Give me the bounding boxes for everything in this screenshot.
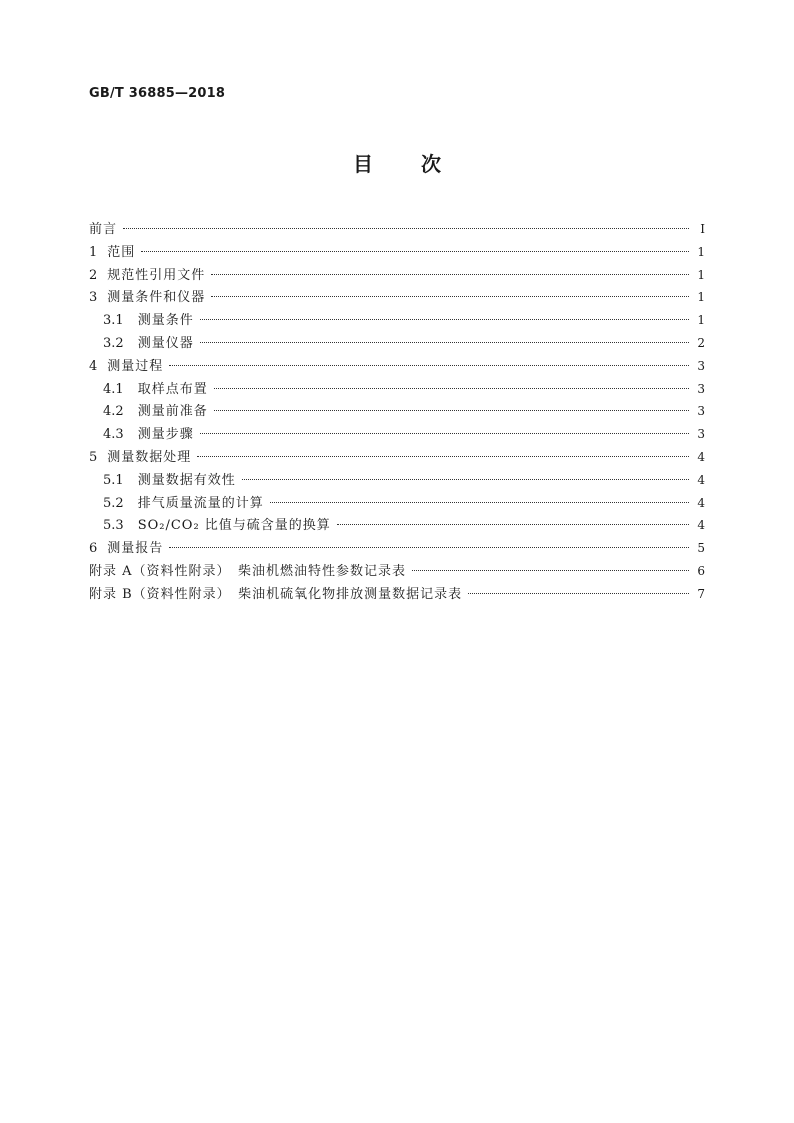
toc-entry-page: 4 xyxy=(697,518,705,533)
toc-entry-3-1[interactable] xyxy=(89,309,705,332)
toc-entry-title: 前言 xyxy=(89,222,118,237)
toc-entry-number: 4.2 xyxy=(103,404,124,420)
toc-leader xyxy=(169,547,689,548)
toc-leader xyxy=(211,274,689,275)
toc-entry-page: 3 xyxy=(697,404,705,419)
toc-entry-5[interactable] xyxy=(89,446,705,469)
title-char-2: 次 xyxy=(421,152,441,176)
toc-entry-page: 1 xyxy=(697,244,705,259)
toc-entry-number: 4.3 xyxy=(103,427,124,443)
toc-leader xyxy=(197,456,689,457)
toc-entry-4-3[interactable] xyxy=(89,423,705,446)
toc-entry-number: 3 xyxy=(89,290,98,306)
toc-entry-4-2[interactable] xyxy=(89,400,705,423)
toc-entry-page: 4 xyxy=(697,449,705,464)
toc-entry-page: 6 xyxy=(697,563,705,578)
toc-leader xyxy=(270,502,689,503)
toc-entry-title: 排气质量流量的计算 xyxy=(137,495,264,511)
toc-entry-5-2[interactable] xyxy=(89,492,705,515)
toc-leader xyxy=(468,593,689,594)
toc-entry-appendix-a[interactable] xyxy=(89,560,705,583)
toc-entry-title: 测量过程 xyxy=(107,358,164,374)
toc-leader xyxy=(200,342,689,343)
toc-entry-page: 1 xyxy=(697,290,705,305)
toc-leader xyxy=(123,228,689,229)
toc-entry-title: 测量步骤 xyxy=(137,427,194,443)
toc-entry-5-1[interactable] xyxy=(89,469,705,492)
toc-entry-title: 测量前准备 xyxy=(137,404,208,420)
toc-entry-page: 4 xyxy=(697,495,705,510)
toc-entry-title: 附录 A（资料性附录） 柴油机燃油特性参数记录表 xyxy=(89,563,407,579)
toc-leader xyxy=(412,570,689,571)
toc-leader xyxy=(337,524,689,525)
toc-entry-4-1[interactable] xyxy=(89,378,705,401)
toc-entry-number: 2 xyxy=(89,267,98,283)
page-title xyxy=(0,150,794,178)
toc-entry-page: 1 xyxy=(697,267,705,282)
title-char-1: 目 xyxy=(353,152,373,176)
toc-entry-title: 范围 xyxy=(107,244,136,260)
toc-entry-title: 附录 B（资料性附录） 柴油机硫氧化物排放测量数据记录表 xyxy=(89,586,463,602)
toc-entry-3[interactable] xyxy=(89,286,705,309)
toc-entry-page: 7 xyxy=(697,586,705,601)
toc-entry-page: 4 xyxy=(697,472,705,487)
toc-entry-6[interactable] xyxy=(89,537,705,560)
toc-entry-title: 测量条件 xyxy=(137,313,194,329)
toc-entry-page: 1 xyxy=(697,313,705,328)
toc-entry-title: 测量数据有效性 xyxy=(137,472,236,488)
toc-entry-page: 5 xyxy=(697,541,705,556)
toc-entry-number: 1 xyxy=(89,244,98,260)
toc-leader xyxy=(211,296,689,297)
toc-entry-number: 3.2 xyxy=(103,335,124,351)
toc-entry-page: 3 xyxy=(697,358,705,373)
toc-entry-title: 取样点布置 xyxy=(137,381,208,397)
toc-entry-4[interactable] xyxy=(89,355,705,378)
toc-entry-number: 5.1 xyxy=(103,472,124,488)
toc-entry-3-2[interactable] xyxy=(89,332,705,355)
toc-entry-number: 5 xyxy=(89,449,98,465)
toc-entry-title: 测量数据处理 xyxy=(107,449,192,465)
toc-entry-page: 3 xyxy=(697,381,705,396)
toc-entry-5-3[interactable] xyxy=(89,514,705,537)
toc-entry-page: 2 xyxy=(697,335,705,350)
toc-entry-number: 6 xyxy=(89,541,98,557)
toc-entry-number: 4.1 xyxy=(103,381,124,397)
toc-leader xyxy=(200,319,689,320)
toc-entry-appendix-b[interactable] xyxy=(89,583,705,606)
toc-entry-2[interactable] xyxy=(89,264,705,287)
toc-leader xyxy=(214,410,689,411)
toc-entry-number: 4 xyxy=(89,358,98,374)
table-of-contents xyxy=(89,218,705,606)
toc-entry-title: 规范性引用文件 xyxy=(107,267,206,283)
toc-entry-number: 3.1 xyxy=(103,313,124,329)
toc-entry-title: SO₂/CO₂ 比值与硫含量的换算 xyxy=(137,518,331,534)
standard-code: GB/T 36885—2018 xyxy=(89,86,226,101)
toc-entry-1[interactable] xyxy=(89,241,705,264)
toc-leader xyxy=(141,251,689,252)
toc-entry-number: 5.3 xyxy=(103,518,124,534)
toc-entry-page: 3 xyxy=(697,427,705,442)
toc-entry-foreword[interactable] xyxy=(89,218,705,241)
toc-leader xyxy=(200,433,689,434)
toc-entry-title: 测量仪器 xyxy=(137,335,194,351)
toc-leader xyxy=(242,479,689,480)
toc-leader xyxy=(214,388,689,389)
toc-entry-title: 测量条件和仪器 xyxy=(107,290,206,306)
toc-entry-page: Ⅰ xyxy=(700,222,705,236)
toc-entry-title: 测量报告 xyxy=(107,541,164,557)
toc-leader xyxy=(169,365,689,366)
toc-entry-number: 5.2 xyxy=(103,495,124,511)
